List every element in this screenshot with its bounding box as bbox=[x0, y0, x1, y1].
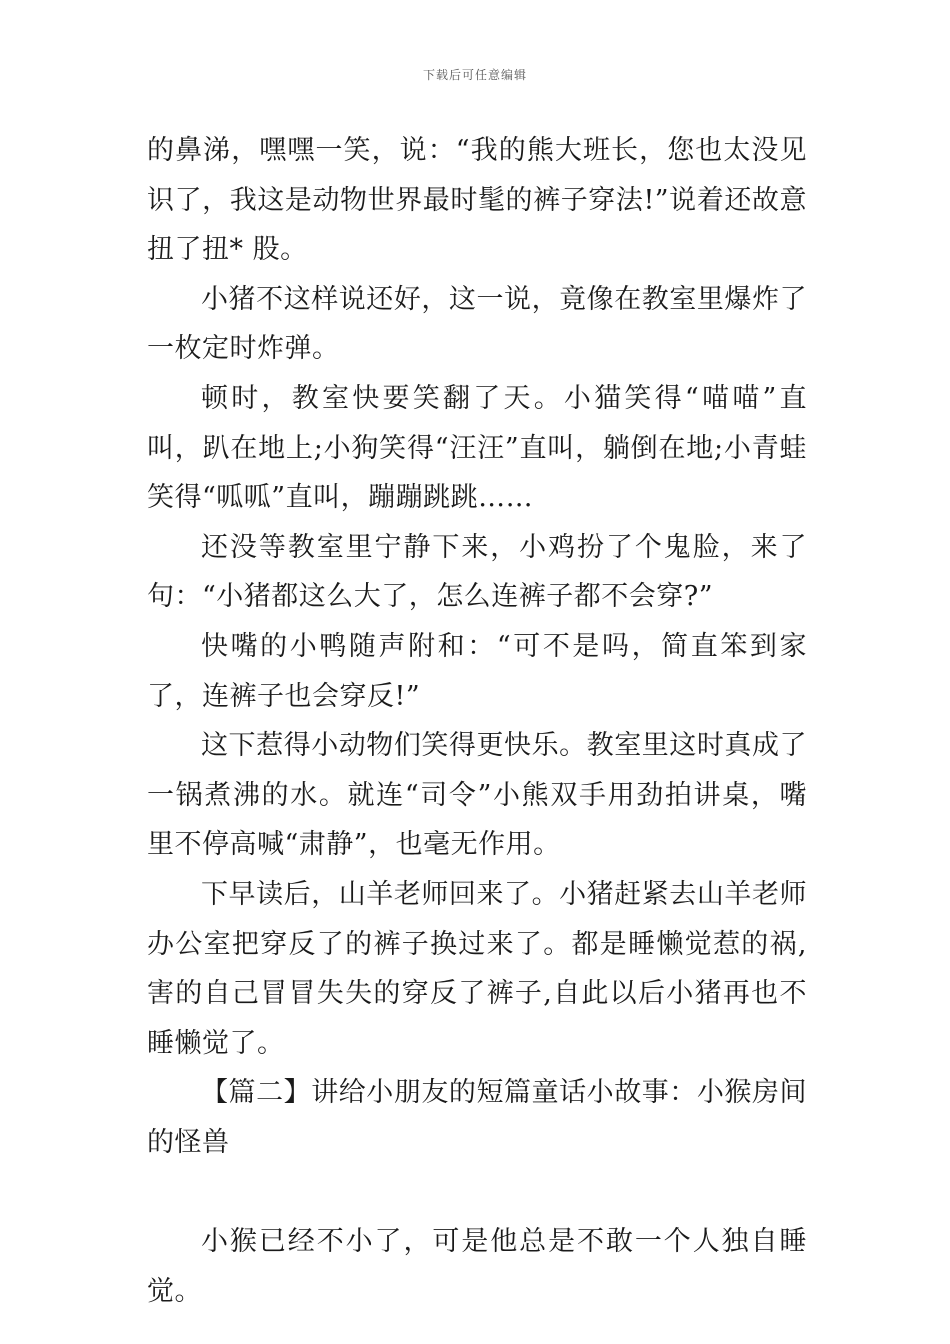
paragraph: 快嘴的小鸭随声附和：“可不是吗，简直笨到家了，连裤子也会穿反!” bbox=[147, 630, 807, 712]
section-heading: 【篇二】讲给小朋友的短篇童话小故事：小猴房间的怪兽 bbox=[147, 1077, 807, 1158]
paragraph: 下早读后，山羊老师回来了。小猪赶紧去山羊老师办公室把穿反了的裤子换过来了。都是睡懒觉惹的祸,害的自己冒冒失失的穿反了裤子,自此以后小猪再也不睡懒觉了。 bbox=[147, 878, 807, 1059]
paragraph: 顿时，教室快要笑翻了天。小猫笑得“喵喵”直叫，趴在地上;小狗笑得“汪汪”直叫，躺倒在地;小青蛙笑得“呱呱”直叫，蹦蹦跳跳…… bbox=[147, 382, 807, 514]
document-body bbox=[147, 126, 807, 1316]
paragraph: 这下惹得小动物们笑得更快乐。教室里这时真成了一锅煮沸的水。就连“司令”小熊双手用劲拍讲桌，嘴里不停高喊“肃静”，也毫无作用。 bbox=[147, 730, 807, 861]
paragraph-continued: 的鼻涕，嘿嘿一笑，说：“我的熊大班长，您也太没见识了，我这是动物世界最时髦的裤子穿法!”说着还故意扭了扭* 股。 bbox=[147, 135, 807, 266]
page-header-note: 下载后可任意编辑 bbox=[422, 68, 527, 82]
paragraph: 还没等教室里宁静下来，小鸡扮了个鬼脸，来了句：“小猪都这么大了，怎么连裤子都不会穿?” bbox=[147, 531, 807, 613]
paragraph: 小猴已经不小了，可是他总是不敢一个人独自睡觉。 bbox=[147, 1226, 807, 1307]
paragraph: 小猪不这样说还好，这一说，竟像在教室里爆炸了一枚定时炸弹。 bbox=[147, 283, 807, 365]
